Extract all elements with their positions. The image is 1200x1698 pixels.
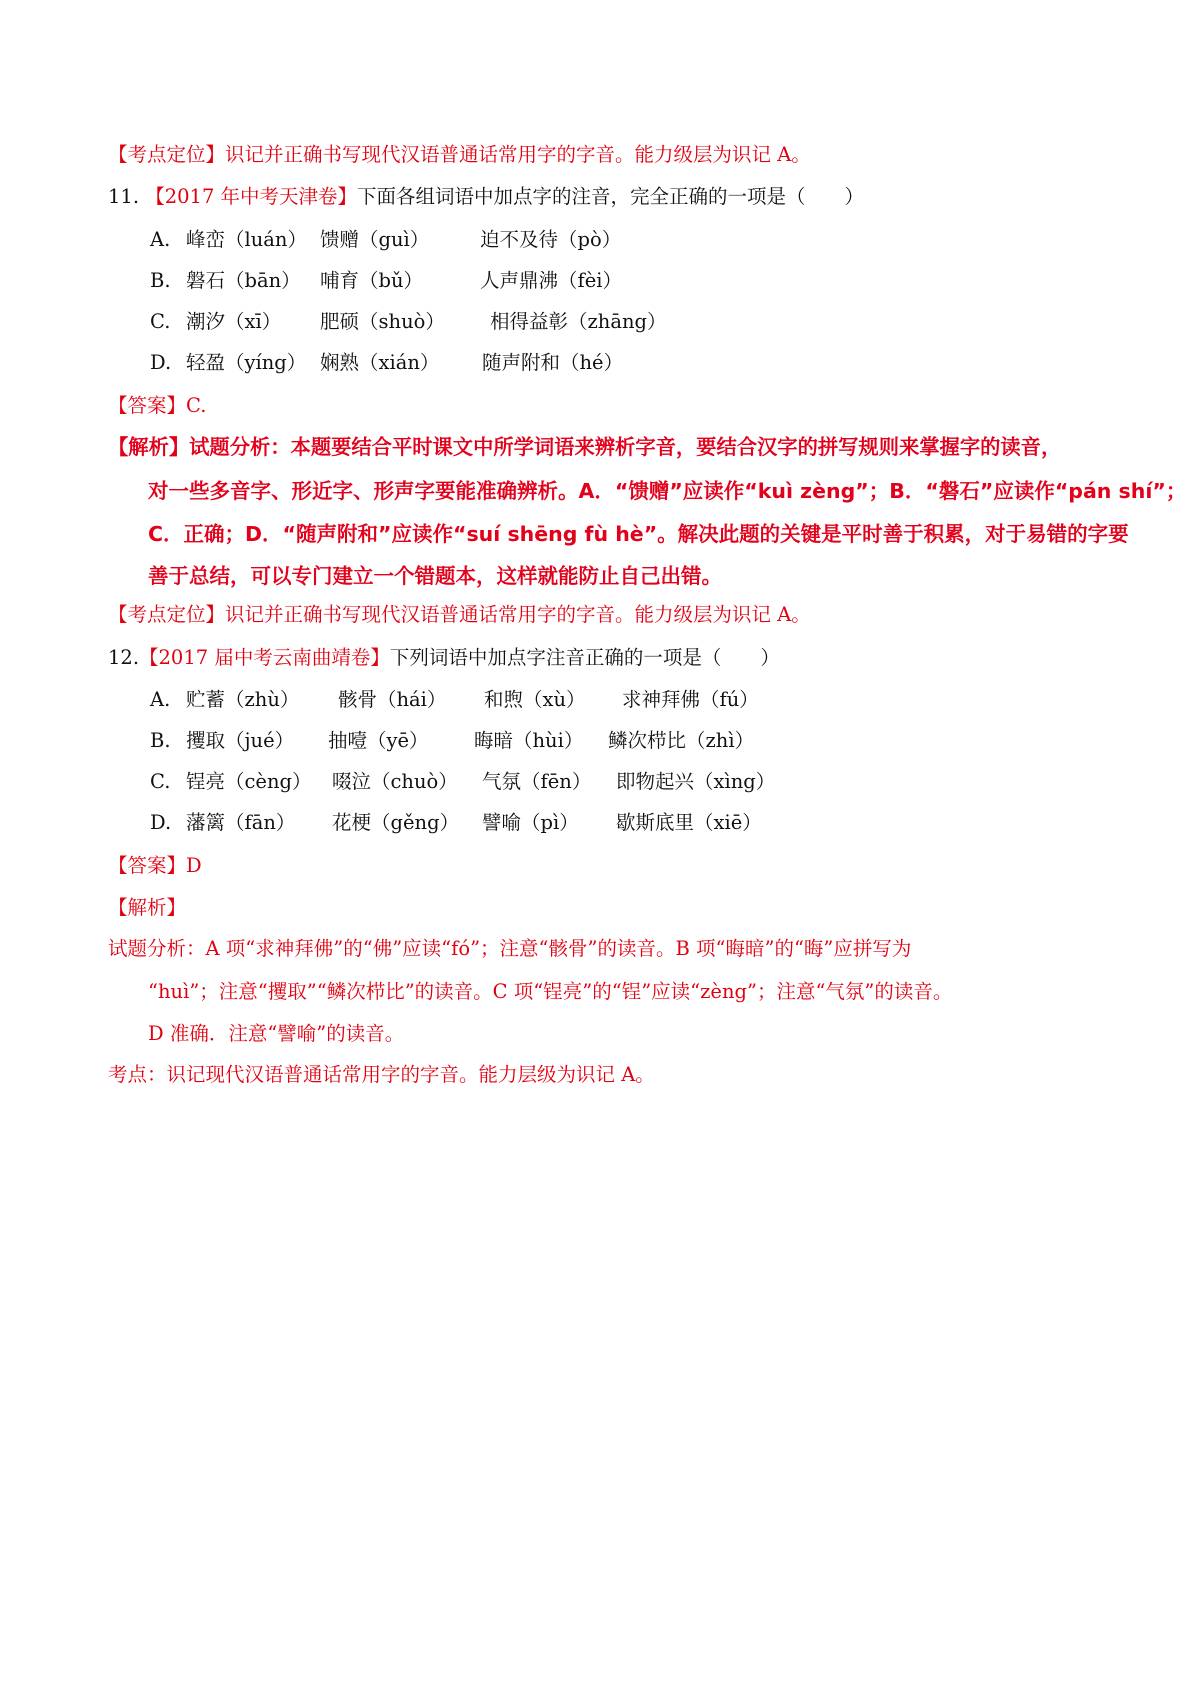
- option-word: 贮蓄（zhù）: [186, 688, 300, 711]
- question-text: 下列词语中加点字注音正确的一项是（ ）: [389, 646, 780, 669]
- option-word: 气氛（fēn）: [482, 770, 592, 793]
- option-letter: B.: [150, 269, 171, 292]
- option-word: 歇斯底里（xiē）: [616, 811, 762, 834]
- option-word: 藩篱（fān）: [186, 811, 296, 834]
- q11-analysis-line-4: 善于总结，可以专门建立一个错题本，这样就能防止自己出错。: [148, 564, 722, 588]
- option-word: 人声鼎沸（fèi）: [480, 269, 622, 292]
- option-word: 潮汐（xī）: [186, 310, 282, 333]
- option-letter: D.: [150, 351, 172, 374]
- option-word: 迫不及待（pò）: [480, 228, 622, 251]
- q11-option-d: [150, 350, 623, 376]
- q11-option-b: [150, 268, 622, 294]
- q12-option-d: [150, 810, 762, 836]
- option-letter: C.: [150, 310, 171, 333]
- option-word: 求神拜佛（fú）: [622, 688, 759, 711]
- question-11-stem: [108, 184, 864, 210]
- option-word: 譬喻（pì）: [482, 811, 579, 834]
- q12-analysis-line-2: “huì”；注意“攫取”“鳞次栉比”的读音。C 项“锃亮”的“锃”应读“zèng”；注意“气氛”的读音。: [148, 980, 953, 1003]
- option-word: 晦暗（hùi）: [474, 729, 584, 752]
- q12-analysis-line-3: D 准确．注意“譬喻”的读音。: [148, 1022, 405, 1045]
- question-source: 【2017 届中考云南曲靖卷】: [139, 646, 390, 669]
- question-number: 11.: [108, 185, 140, 208]
- q11-analysis-line-3: C．正确；D．“随声附和”应读作“suí shēng fù hè”。解决此题的关键是平时善于积累，对于易错的字要: [148, 522, 1129, 546]
- option-word: 啜泣（chuò）: [332, 770, 458, 793]
- answer-label: 【答案】: [108, 394, 187, 417]
- option-word: 骸骨（hái）: [338, 688, 447, 711]
- kaodian-label: 【考点定位】: [108, 143, 226, 166]
- kaodian-label: 【考点定位】: [108, 603, 226, 626]
- q12-kaodian: 考点：识记现代汉语普通话常用字的字音。能力层级为识记 A。: [108, 1063, 655, 1086]
- q12-answer: [108, 853, 202, 879]
- option-word: 抽噎（yē）: [328, 729, 429, 752]
- q11-analysis-line-2: 对一些多音字、形近字、形声字要能准确辨析。A．“馈赠”应读作“kuì zèng”；B．“磐石”应读作“pán shí”；: [148, 479, 1187, 503]
- option-letter: C.: [150, 770, 171, 793]
- kaodian-text: 识记并正确书写现代汉语普通话常用字的字音。能力级层为识记 A。: [225, 603, 811, 626]
- question-number: 12.: [108, 646, 140, 669]
- option-word: 即物起兴（xìng）: [616, 770, 776, 793]
- q12-option-c: [150, 769, 775, 795]
- option-word: 花梗（gěng）: [332, 811, 460, 834]
- option-letter: A.: [150, 228, 171, 251]
- option-word: 随声附和（hé）: [482, 351, 624, 374]
- q12-analysis-line-1: 试题分析：A 项“求神拜佛”的“佛”应读“fó”；注意“骸骨”的读音。B 项“晦暗”的“晦”应拼写为: [108, 937, 912, 960]
- answer-label: 【答案】: [108, 854, 187, 877]
- option-word: 相得益彰（zhāng）: [490, 310, 667, 333]
- q12-analysis-label: [108, 895, 186, 921]
- q11-option-a: [150, 227, 621, 253]
- option-word: 攫取（jué）: [186, 729, 295, 752]
- option-letter: D.: [150, 811, 172, 834]
- answer-value: D: [186, 854, 202, 877]
- q12-option-a: [150, 687, 759, 713]
- q12-option-b: [150, 728, 754, 754]
- kaodian-text: 识记并正确书写现代汉语普通话常用字的字音。能力级层为识记 A。: [225, 143, 811, 166]
- option-word: 磐石（bān）: [186, 269, 301, 292]
- option-word: 和煦（xù）: [484, 688, 586, 711]
- option-letter: A.: [150, 688, 171, 711]
- option-word: 峰峦（luán）: [186, 228, 307, 251]
- option-word: 鳞次栉比（zhì）: [608, 729, 755, 752]
- option-word: 锃亮（cèng）: [186, 770, 312, 793]
- analysis-label: 【解析】: [108, 896, 187, 919]
- kaodian-line-1: [108, 142, 811, 168]
- question-source: 【2017 年中考天津卷】: [145, 185, 358, 208]
- option-word: 娴熟（xián）: [320, 351, 440, 374]
- question-12-stem: [108, 645, 780, 671]
- option-word: 哺育（bǔ）: [320, 269, 424, 292]
- q11-kaodian: [108, 602, 811, 628]
- question-text: 下面各组词语中加点字的注音，完全正确的一项是（ ）: [357, 185, 865, 208]
- q11-option-c: [150, 309, 667, 335]
- option-word: 馈赠（guì）: [320, 228, 430, 251]
- q11-answer: [108, 393, 206, 419]
- q11-analysis-line-1: 【解析】试题分析：本题要结合平时课文中所学词语来辨析字音，要结合汉字的拼写规则来掌握字的读音，: [108, 435, 1062, 459]
- option-word: 肥硕（shuò）: [320, 310, 445, 333]
- option-word: 轻盈（yíng）: [186, 351, 307, 374]
- option-letter: B.: [150, 729, 171, 752]
- answer-value: C.: [186, 394, 207, 417]
